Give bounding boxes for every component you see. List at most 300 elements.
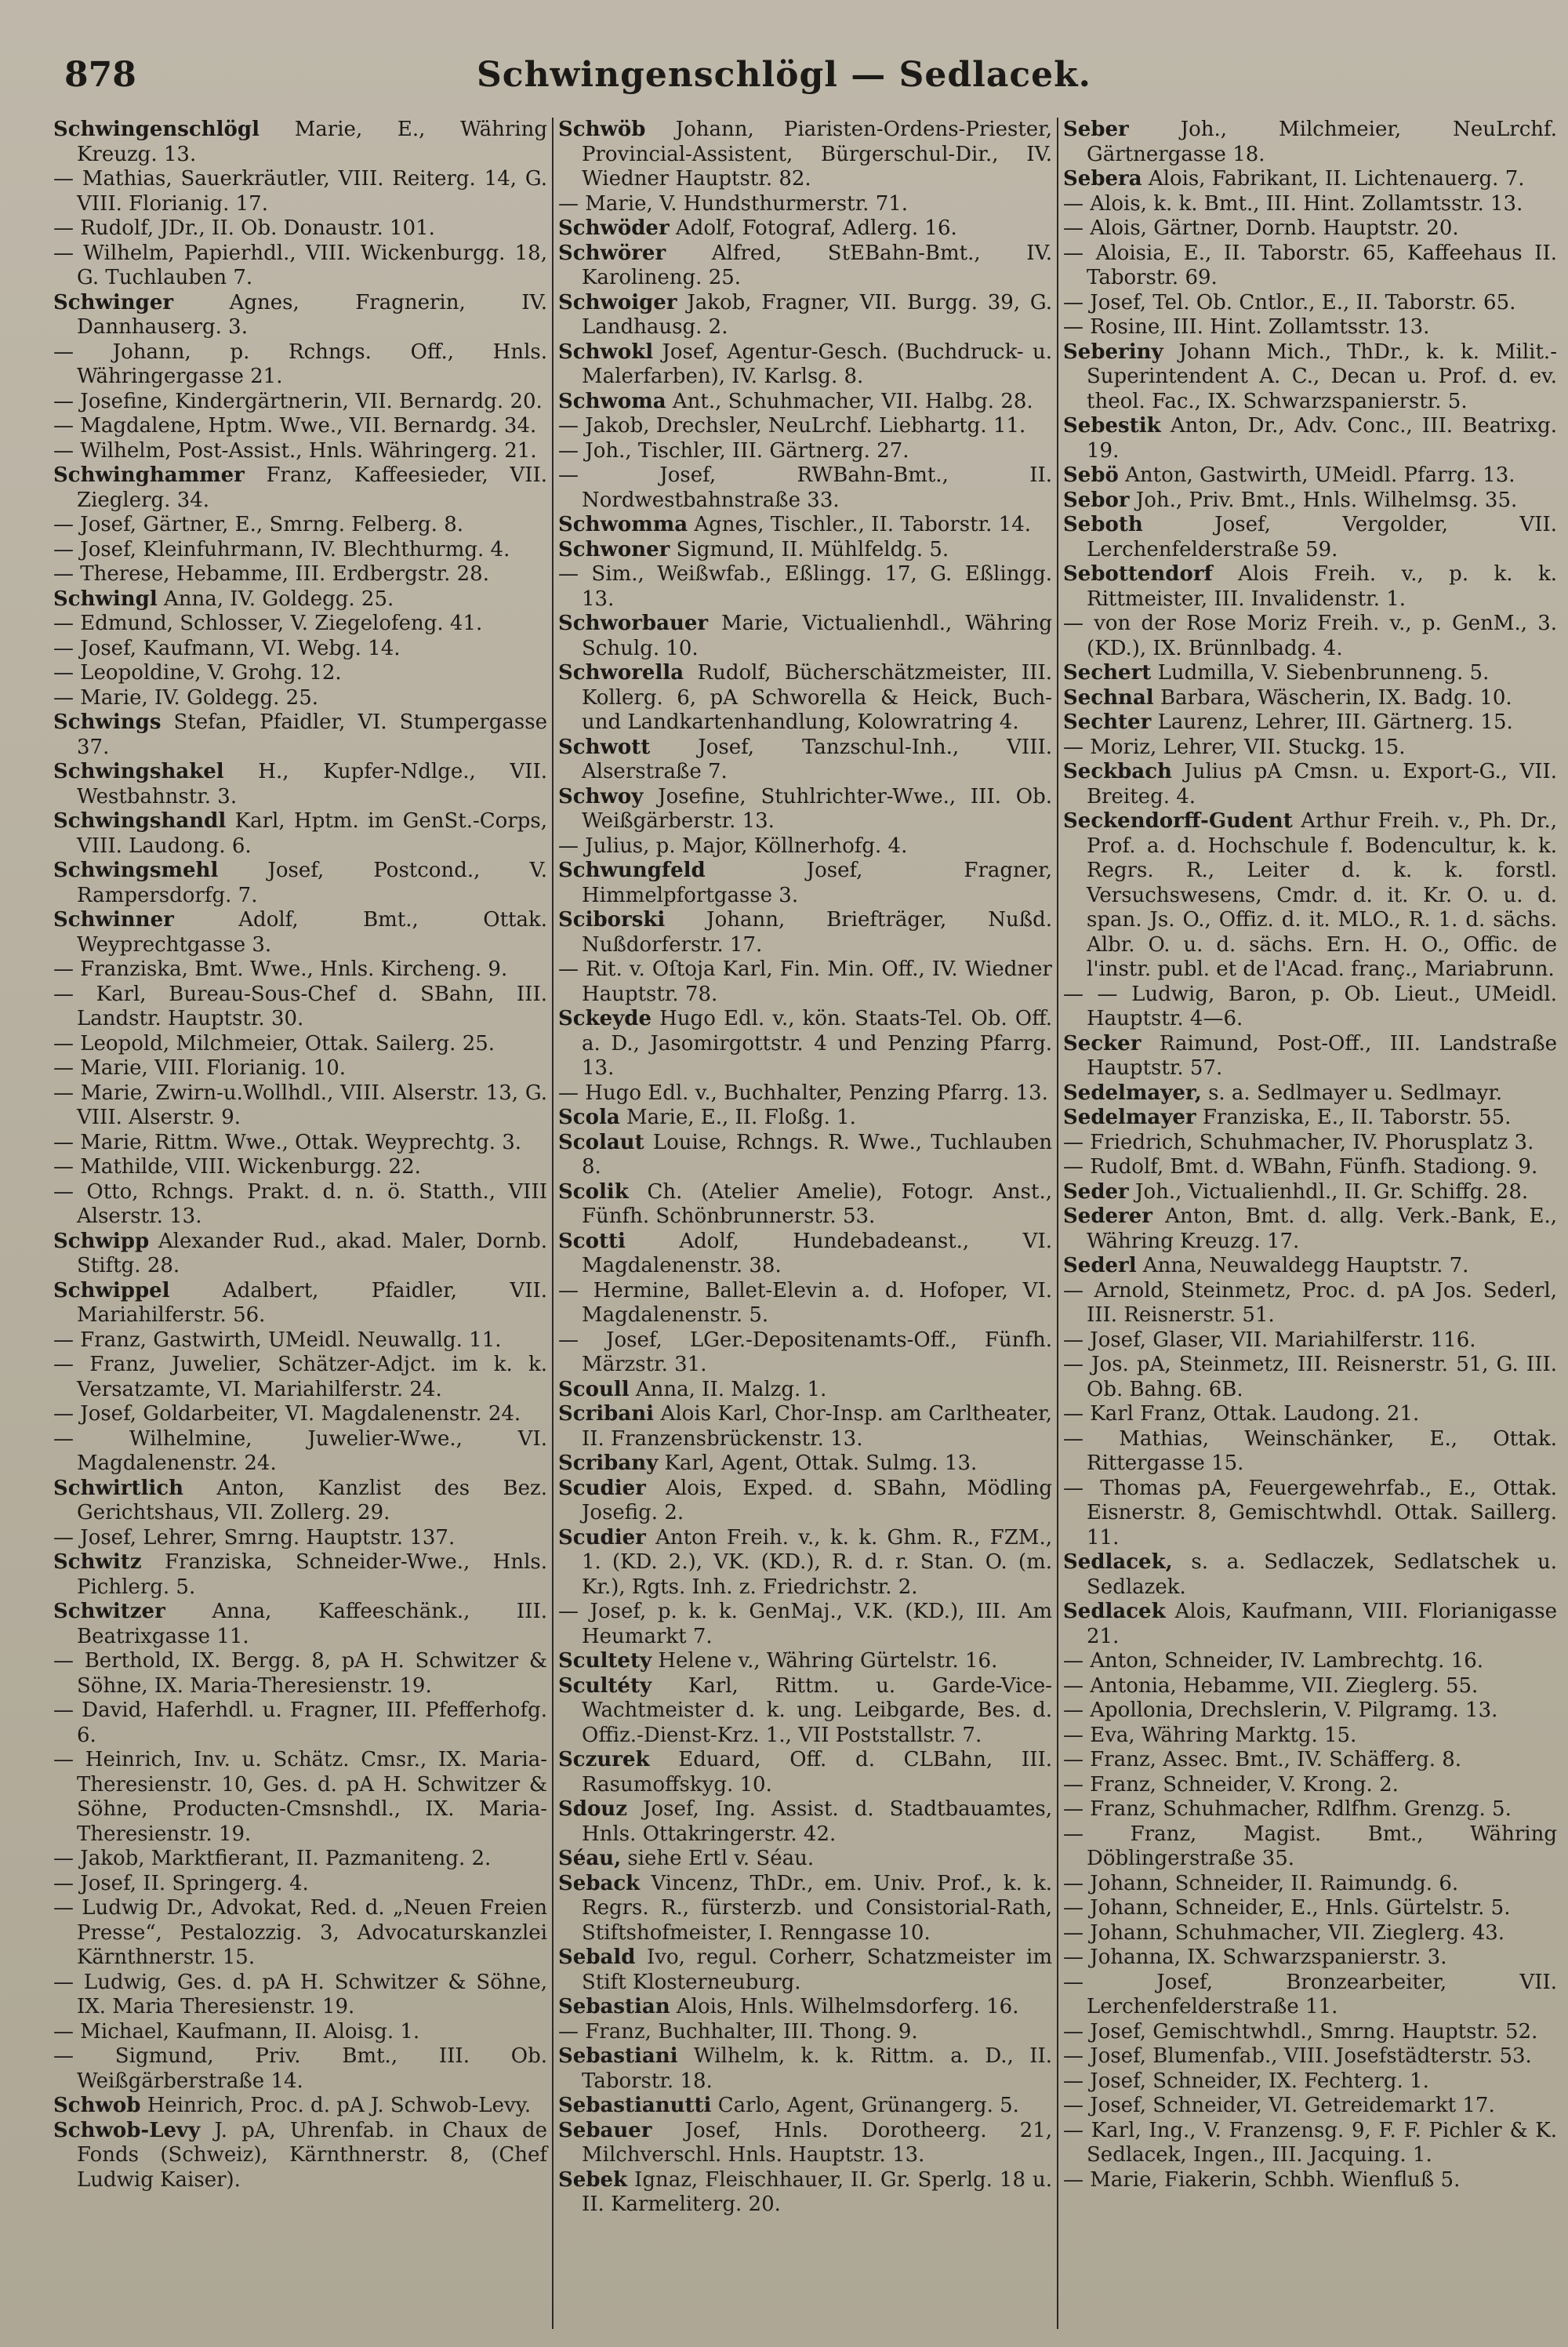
entry-surname: Schwingshandl [53, 809, 227, 833]
directory-entry [558, 834, 1052, 859]
entry-text: — — Ludwig, Baron, p. Ob. Lieut., UMeidl. Hauptstr. 4—6. [1063, 982, 1557, 1030]
entry-surname: Seber [1063, 118, 1129, 141]
entry-surname: Schwippel [53, 1278, 170, 1302]
directory-entry [53, 1056, 547, 1081]
entry-surname: Scultety [558, 1649, 652, 1673]
directory-entry [1063, 710, 1557, 736]
entry-spacer [158, 587, 164, 611]
directory-entry [558, 1872, 1052, 1946]
directory-entry [558, 1279, 1052, 1328]
directory-entry [1063, 414, 1557, 463]
entry-text: — Mathilde, VIII. Wickenburgg. 22. [53, 1155, 421, 1179]
directory-entry [1063, 1279, 1557, 1328]
entry-text: Vincenz, ThDr., em. Univ. Prof., k. k. Regrs. R., fürsterzb. und Consistorial-Rath, Stiftshofmeister, I. Renngasse 10. [582, 1871, 1052, 1945]
entry-text: Hugo Edl. v., kön. Staats-Tel. Ob. Off. a. D., Jasomirgottstr. 4 und Penzing Pfarrg. 13. [582, 1007, 1052, 1080]
directory-entry [558, 908, 1052, 957]
entry-spacer [173, 291, 230, 314]
entry-surname: Schwingenschlögl [53, 118, 260, 141]
entry-text: Anna, II. Malzg. 1. [635, 1377, 827, 1401]
entry-spacer [1161, 414, 1171, 438]
entry-spacer [666, 390, 673, 413]
directory-entry [1063, 1698, 1557, 1724]
entry-text: — Therese, Hebamme, III. Erdbergstr. 28. [53, 562, 489, 586]
directory-entry [1063, 2094, 1557, 2119]
entry-spacer [140, 2094, 147, 2117]
entry-surname: Sebastiani [558, 2044, 678, 2068]
directory-entry [53, 439, 547, 464]
entry-text: — Wilhelm, Post-Assist., Hnls. Währingerg. 21. [53, 438, 537, 463]
directory-entry [558, 1378, 1052, 1403]
directory-entry [1063, 809, 1557, 983]
entry-text: Agnes, Tischler., II. Taborstr. 14. [694, 513, 1032, 536]
directory-entry [53, 1081, 547, 1131]
directory-entry [558, 1600, 1052, 1649]
directory-entry [53, 1328, 547, 1353]
directory-entry [53, 1155, 547, 1180]
entry-text: Karl, Rittm. u. Garde-Vice-Wachtmeister d. k. ung. Leibgarde, Bes. d. Offiz.-Dienst-Krz. 1., VII Poststallstr. 7. [582, 1673, 1053, 1747]
directory-entry [53, 562, 547, 587]
entry-spacer [630, 1378, 636, 1401]
directory-entry [53, 1279, 547, 1328]
entry-text: Alfred, StEBahn-Bmt., IV. Karolineng. 25. [582, 241, 1052, 289]
entry-text: — Johann, Schuhmacher, VII. Zieglerg. 43. [1063, 1920, 1505, 1945]
entry-text: — Josef, Kaufmann, VI. Webg. 14. [53, 636, 401, 660]
directory-entry [1063, 736, 1557, 761]
directory-entry [1063, 1353, 1557, 1402]
directory-entry [558, 1797, 1052, 1847]
entry-spacer [670, 538, 676, 561]
entry-spacer [711, 2094, 717, 2117]
entry-surname: Séau, [558, 1847, 622, 1870]
entry-text: — Johann, p. Rchngs. Off., Hnls. Währingergasse 21. [53, 340, 547, 388]
entry-surname: Schwirtlich [53, 1476, 183, 1500]
directory-entry [1063, 167, 1557, 192]
entry-text: Heinrich, Proc. d. pA J. Schwob-Levy. [147, 2094, 532, 2117]
entry-spacer [1173, 1550, 1192, 1574]
entry-text: Ignaz, Fleischhauer, II. Gr. Sperlg. 18 u. II. Karmeliterg. 20. [582, 2167, 1052, 2216]
directory-entry [53, 1526, 547, 1551]
directory-entry [558, 1230, 1052, 1279]
directory-entry [53, 463, 547, 513]
directory-entry [53, 118, 547, 167]
directory-entry [53, 1353, 547, 1402]
entry-spacer [1293, 809, 1301, 833]
entry-surname: Schwipp [53, 1229, 150, 1253]
entry-surname: Schworella [558, 661, 684, 685]
directory-entry [1063, 1204, 1557, 1254]
entry-spacer [149, 1230, 158, 1253]
entry-surname: Sedelmayer, [1063, 1081, 1202, 1105]
entry-text: Ivo, regul. Corherr, Schatzmeister im Stift Klosterneuburg. [582, 1946, 1053, 1994]
entry-text: — Franz, Assec. Bmt., IV. Schäfferg. 8. [1063, 1748, 1462, 1771]
entry-text: — Jos. pA, Steinmetz, III. Reisnerstr. 51, G. III. Ob. Bahng. 6B. [1063, 1353, 1557, 1401]
entry-text: — Antonia, Hebamme, VII. Zieglerg. 55. [1063, 1673, 1479, 1698]
entry-spacer [1151, 710, 1157, 734]
entry-text: — Josef, Bronzearbeiter, VII. Lerchenfelderstraße 11. [1063, 1970, 1557, 2018]
entry-surname: Scultéty [558, 1673, 652, 1698]
entry-surname: Schwingshakel [53, 760, 224, 783]
directory-entry [53, 390, 547, 415]
directory-entry [53, 686, 547, 711]
entry-spacer [706, 859, 807, 882]
directory-entry [558, 192, 1052, 217]
entry-text: Joh., Milchmeier, NeuLrchf. Gärtnergasse 18. [1087, 118, 1557, 166]
entry-text: Anton Freih. v., k. k. Ghm. R., FZM., 1. (KD. 2.), VK. (KD.), R. d. r. Stan. O. (m. Kr.), Rgts. Inh. z. Friedrichstr. 2. [582, 1525, 1053, 1599]
directory-column-1 [49, 118, 552, 2329]
entry-text: — Franz, Schneider, V. Krong. 2. [1063, 1772, 1399, 1797]
entry-text: Franziska, Schneider-Wwe., Hnls. Pichlerg. 5. [77, 1550, 548, 1599]
entry-text: Anton, Bmt. d. allg. Verk.-Bank, E., Währing Kreuzg. 17. [1087, 1204, 1557, 1253]
entry-text: — Wilhelm, Papierhdl., VIII. Wickenburgg. 18, G. Tuchlauben 7. [53, 241, 547, 289]
entry-spacer [174, 908, 238, 932]
entry-surname: Schwitz [53, 1550, 142, 1574]
entry-text: — Marie, V. Hundsthurmerstr. 71. [558, 191, 909, 216]
entry-surname: Scolaut [558, 1130, 644, 1154]
entry-text: Anton, Kanzlist des Bez. Gerichtshaus, VII. Zollerg. 29. [77, 1476, 548, 1524]
entry-text: — Franz, Schuhmacher, Rdlfhm. Grenzg. 5. [1063, 1797, 1512, 1821]
entry-text: — Josef, Glaser, VII. Mariahilferstr. 116. [1063, 1328, 1476, 1352]
entry-text: — Mathias, Sauerkräutler, VIII. Reiterg. 14, G. VIII. Florianig. 17. [53, 167, 547, 216]
entry-spacer [654, 1402, 661, 1426]
entry-spacer [1129, 1180, 1135, 1204]
directory-column-3 [1057, 118, 1562, 2329]
entry-surname: Sechert [1063, 661, 1152, 685]
directory-entry [53, 340, 547, 390]
entry-surname: Scribany [558, 1451, 659, 1475]
entry-text: Helene v., Währing Gürtelstr. 16. [658, 1649, 998, 1673]
directory-entry [53, 1698, 547, 1748]
directory-entry [53, 2044, 547, 2094]
entry-text: — Josef, Goldarbeiter, VI. Magdalenenstr. 24. [53, 1402, 521, 1426]
entry-surname: Schwokl [558, 340, 654, 364]
directory-entry [558, 2094, 1052, 2119]
entry-text: Adolf, Bmt., Ottak. Weyprechtgasse 3. [77, 908, 547, 957]
directory-entry [1063, 1180, 1557, 1205]
directory-entry [53, 809, 547, 859]
directory-entry [53, 587, 547, 612]
directory-entry [558, 1946, 1052, 1995]
entry-text: — Leopoldine, V. Grohg. 12. [53, 661, 342, 685]
entry-text: Alois Karl, Chor-Insp. am Carltheater, II. Franzensbrückenstr. 13. [582, 1402, 1053, 1451]
entry-text: Wilhelm, k. k. Rittm. a. D., II. Taborstr. 18. [582, 2044, 1052, 2093]
entry-surname: Seberiny [1063, 340, 1163, 364]
entry-spacer [1119, 463, 1125, 487]
entry-text: s. a. Sedlaczek, Sedlatschek u. Sedlazek. [1087, 1550, 1557, 1599]
directory-entry [53, 1550, 547, 1600]
entry-surname: Seback [558, 1871, 641, 1895]
entry-text: — Josef, Blumenfab., VIII. Josefstädterstr. 53. [1063, 2044, 1532, 2068]
entry-surname: Sebö [1063, 463, 1119, 487]
entry-text: — Mathias, Weinschänker, E., Ottak. Rittergasse 15. [1063, 1426, 1557, 1475]
entry-text: — Karl, Bureau-Sous-Chef d. SBahn, III. Landstr. Hauptstr. 30. [53, 982, 547, 1030]
entry-spacer [670, 216, 676, 240]
entry-text: — Josef, Gärtner, E., Smrng. Felberg. 8. [53, 513, 464, 536]
directory-entry [53, 983, 547, 1032]
entry-text: — von der Rose Moriz Freih. v., p. GenM., 3. (KD.), IX. Brünnlbadg. 4. [1063, 612, 1557, 660]
directory-entry [1063, 686, 1557, 711]
directory-entry [1063, 463, 1557, 489]
entry-spacer [1152, 1204, 1165, 1228]
entry-text: Karl, Hptm. im GenSt.-Corps, VIII. Laudong. 6. [77, 809, 548, 858]
directory-entry [1063, 1106, 1557, 1131]
entry-surname: Schwungfeld [558, 859, 706, 882]
entry-text: Agnes, Fragnerin, IV. Dannhauserg. 3. [77, 290, 547, 339]
entry-surname: Sederl [1063, 1254, 1137, 1277]
entry-spacer [653, 340, 662, 364]
directory-entry [1063, 612, 1557, 661]
directory-entry [1063, 1155, 1557, 1180]
entry-text: — Heinrich, Inv. u. Schätz. Cmsr., IX. Maria-Theresienstr. 10, Ges. d. pA H. Schwitzer & Söhne, Producten-Cmsnshdl., IX. Maria-Theresienstr. 19. [53, 1748, 547, 1846]
directory-entry [1063, 661, 1557, 686]
entry-surname: Schwott [558, 735, 651, 759]
directory-entry [1063, 1550, 1557, 1600]
directory-entry [1063, 1896, 1557, 1921]
entry-text: — Eva, Währing Marktg. 15. [1063, 1723, 1357, 1747]
entry-text: Josef, Ing. Assist. d. Stadtbauamtes, Hnls. Ottakringerstr. 42. [582, 1797, 1052, 1846]
directory-entry [1063, 2069, 1557, 2094]
directory-entry [1063, 291, 1557, 316]
directory-entry [1063, 1822, 1557, 1872]
directory-entry [53, 710, 547, 760]
entry-surname: Schwörer [558, 241, 666, 265]
entry-text: — Johann, Schneider, E., Hnls. Gürtelstr. 5. [1063, 1896, 1511, 1920]
directory-entry [1063, 2119, 1557, 2168]
entry-spacer [1202, 1081, 1208, 1105]
entry-text: Ant., Schuhmacher, VII. Halbg. 28. [672, 389, 1033, 413]
entry-spacer [645, 118, 675, 141]
entry-text: — Marie, Zwirn-u.Wollhdl., VIII. Alserstr. 13, G. VIII. Alserstr. 9. [53, 1081, 547, 1129]
entry-spacer [665, 908, 706, 932]
entry-spacer [626, 1230, 680, 1253]
entry-text: Alois, Hnls. Wilhelmsdorferg. 16. [676, 1995, 1019, 2018]
directory-entry [558, 1451, 1052, 1477]
directory-entry [1063, 1131, 1557, 1156]
entry-spacer [170, 1279, 223, 1302]
directory-entry [558, 242, 1052, 291]
entry-text: Anna, Neuwaldegg Hauptstr. 7. [1142, 1254, 1469, 1277]
entry-surname: Sebastianutti [558, 2094, 712, 2117]
directory-entry [1063, 118, 1557, 167]
entry-text: — Jakob, Drechsler, NeuLrchf. Liebhartg. 11. [558, 414, 1026, 438]
entry-text: Ch. (Atelier Amelie), Fotogr. Anst., Fünfh. Schönbrunnerstr. 53. [582, 1179, 1053, 1228]
directory-entry [558, 957, 1052, 1007]
directory-entry [53, 908, 547, 957]
entry-surname: Sebauer [558, 2118, 652, 2142]
entry-text: Josefine, Stuhlrichter-Wwe., III. Ob. Weißgärberstr. 13. [582, 784, 1052, 833]
entry-surname: Sczurek [558, 1748, 650, 1771]
entry-surname: Schwoiger [558, 290, 677, 314]
entry-text: Joh., Victualienhdl., II. Gr. Schiffg. 28. [1135, 1179, 1529, 1204]
entry-text: Josef, Postcond., V. Rampersdorfg. 7. [77, 859, 548, 907]
entry-text: Josef, Vergolder, VII. Lerchenfelderstraße 59. [1087, 513, 1558, 561]
directory-entry [558, 2020, 1052, 2045]
directory-entry [1063, 1748, 1557, 1773]
directory-entry [1063, 242, 1557, 291]
entry-spacer [646, 1526, 655, 1550]
entry-surname: Seckbach [1063, 760, 1172, 783]
entry-spacer [1166, 1600, 1175, 1623]
directory-entry [53, 167, 547, 216]
directory-entry [1063, 1427, 1557, 1477]
directory-entry [53, 1032, 547, 1057]
entry-text: — David, Haferhdl. u. Fragner, III. Pfefferhofg. 6. [53, 1698, 547, 1747]
entry-text: — Arnold, Steinmetz, Proc. d. pA Jos. Sederl, III. Reisnerstr. 51. [1063, 1278, 1557, 1327]
entry-spacer [627, 1797, 643, 1821]
directory-entry [558, 661, 1052, 736]
entry-text: Marie, Victualienhdl., Währing Schulg. 10. [582, 612, 1053, 660]
entry-text: — Thomas pA, Feuergewehrfab., E., Ottak. Eisnerstr. 8, Gemischtwhdl. Ottak. Saillerg. 11. [1063, 1476, 1557, 1550]
entry-spacer [1142, 167, 1149, 191]
entry-surname: Schwitzer [53, 1600, 165, 1623]
entry-spacer [1213, 562, 1238, 586]
entry-surname: Sechter [1063, 710, 1152, 734]
entry-text: s. a. Sedlmayer u. Sedlmayr. [1208, 1081, 1503, 1105]
entry-spacer [1143, 513, 1214, 536]
entry-surname: Schwingl [53, 587, 158, 611]
entry-surname: Sdouz [558, 1797, 627, 1821]
entry-text: — Alois, Gärtner, Dornb. Hauptstr. 20. [1063, 216, 1459, 240]
entry-text: — Franz, Buchhalter, III. Thong. 9. [558, 2019, 918, 2044]
entry-spacer [142, 1550, 165, 1574]
entry-surname: Scola [558, 1106, 620, 1129]
entry-spacer [224, 760, 259, 783]
entry-text: Alois Freih. v., p. k. k. Rittmeister, III. Invalidenstr. 1. [1087, 562, 1557, 611]
entry-surname: Sckeyde [558, 1007, 652, 1030]
entry-text: — Alois, k. k. Bmt., III. Hint. Zollamtsstr. 13. [1063, 191, 1523, 216]
entry-text: — Marie, IV. Goldegg. 25. [53, 685, 319, 710]
directory-entry [558, 1131, 1052, 1180]
entry-spacer [165, 1600, 212, 1623]
directory-entry [1063, 192, 1557, 217]
entry-text: Julius pA Cmsn. u. Export-G., VII. Breiteg. 4. [1087, 760, 1557, 808]
directory-entry [53, 414, 547, 439]
directory-entry [53, 1649, 547, 1698]
entry-spacer [640, 1872, 651, 1895]
directory-entry [1063, 1872, 1557, 1897]
entry-text: Alexander Rud., akad. Maler, Dornb. Stiftg. 28. [77, 1229, 548, 1277]
entry-surname: Schwoma [558, 389, 666, 413]
directory-entry [1063, 1971, 1557, 2020]
entry-text: Laurenz, Lehrer, III. Gärtnerg. 15. [1157, 710, 1513, 734]
directory-entry [53, 1872, 547, 1897]
entry-text: Alois, Kaufmann, VIII. Florianigasse 21. [1087, 1600, 1557, 1648]
entry-text: — Apollonia, Drechslerin, V. Pilgramg. 13. [1063, 1698, 1498, 1722]
entry-surname: Sedlacek, [1063, 1550, 1173, 1574]
entry-text: — Otto, Rchngs. Prakt. d. n. ö. Statth., VIII Alserstr. 13. [53, 1179, 547, 1228]
entry-text: Raimund, Post-Off., III. Landstraße Hauptstr. 57. [1087, 1031, 1557, 1080]
entry-spacer [162, 710, 174, 734]
directory-entry [1063, 1921, 1557, 1946]
directory-entry [558, 1180, 1052, 1230]
entry-spacer [1130, 489, 1136, 512]
directory-entry [558, 513, 1052, 538]
entry-surname: Schwomma [558, 513, 688, 536]
directory-entry [53, 242, 547, 291]
directory-entry [1063, 1402, 1557, 1427]
directory-entry [53, 1230, 547, 1279]
entry-text: — Wilhelmine, Juwelier-Wwe., VI. Magdalenenstr. 24. [53, 1426, 547, 1475]
entry-text: siehe Ertl v. Séau. [627, 1847, 815, 1870]
entry-text: H., Kupfer-Ndlge., VII. Westbahnstr. 3. [77, 760, 547, 808]
directory-entry [558, 340, 1052, 390]
entry-text: — Sim., Weißwfab., Eßlingg. 17, G. Eßlingg. 13. [558, 562, 1052, 611]
entry-surname: Sebottendorf [1063, 562, 1213, 586]
entry-text: — Josef, Lehrer, Smrng. Hauptstr. 137. [53, 1525, 456, 1550]
entry-text: Jakob, Fragner, VII. Burgg. 39, G. Landhausg. 2. [582, 290, 1052, 339]
directory-entry [53, 1847, 547, 1872]
entry-surname: Seboth [1063, 513, 1143, 536]
entry-surname: Sebald [558, 1946, 636, 1969]
entry-text: Anna, IV. Goldegg. 25. [164, 587, 394, 611]
entry-spacer [678, 2044, 694, 2068]
directory-entry [53, 1971, 547, 2020]
directory-entry [1063, 562, 1557, 612]
entry-surname: Schwinger [53, 290, 174, 314]
entry-text: — Magdalene, Hptm. Wwe., VII. Bernardg. 34. [53, 414, 537, 438]
directory-entry [1063, 760, 1557, 809]
entry-text: — Josef, Kleinfuhrmann, IV. Blechthurmg. 4. [53, 537, 510, 561]
entry-text: Franz, Kaffeesieder, VII. Zieglerg. 34. [77, 463, 547, 512]
entry-text: Johann, Piaristen-Ordens-Priester, Provincial-Assistent, Bürgerschul-Dir., IV. Wiedner Hauptstr. 82. [582, 118, 1052, 191]
entry-text: Marie, E., II. Floßg. 1. [626, 1106, 856, 1129]
directory-entry [1063, 1477, 1557, 1551]
entry-text: — Josef, LGer.-Depositenamts-Off., Fünfh. Märzstr. 31. [558, 1328, 1052, 1376]
directory-entry [53, 957, 547, 983]
directory-entry [558, 216, 1052, 242]
directory-entry [53, 760, 547, 809]
entry-text: — Ludwig Dr., Advokat, Red. d. „Neuen Freien Presse“, Pestalozzig. 3, Advocaturskanzlei Kärnthnerstr. 15. [53, 1896, 547, 1969]
entry-spacer [629, 1180, 648, 1204]
entry-surname: Scoull [558, 1377, 630, 1401]
directory-entry [558, 1106, 1052, 1131]
entry-text: Johann Mich., ThDr., k. k. Milit.-Superintendent A. C., Decan u. Prof. d. ev. theol. Fac., IX. Schwarzspanierstr. 5. [1087, 340, 1557, 413]
directory-entry [1063, 1674, 1557, 1699]
entry-spacer [1151, 661, 1157, 685]
entry-spacer [670, 1995, 677, 2018]
directory-entry [558, 1477, 1052, 1526]
directory-entry [558, 2044, 1052, 2094]
directory-entry [558, 118, 1052, 192]
directory-entry [558, 390, 1052, 415]
entry-text: — Hermine, Ballet-Elevin a. d. Hofoper, VI. Magdalenenstr. 5. [558, 1278, 1052, 1327]
entry-text: Ludmilla, V. Siebenbrunneng. 5. [1157, 661, 1490, 685]
directory-entry [558, 1847, 1052, 1872]
entry-text: Anton, Dr., Adv. Conc., III. Beatrixg. 19. [1087, 414, 1557, 463]
entry-text: — Johann, Schneider, II. Raimundg. 6. [1063, 1871, 1459, 1895]
entry-spacer [1129, 118, 1181, 141]
entry-surname: Sebastian [558, 1995, 670, 2018]
entry-text: — Friedrich, Schuhmacher, IV. Phorusplatz 3. [1063, 1130, 1534, 1154]
entry-text: — Marie, Fiakerin, Schbh. Wienfluß 5. [1063, 2167, 1461, 2192]
directory-entry [1063, 1254, 1557, 1279]
entry-text: — Edmund, Schlosser, V. Ziegelofeng. 41. [53, 612, 483, 635]
directory-entry [558, 1748, 1052, 1797]
directory-entry [1063, 489, 1557, 514]
entry-text: — Marie, Rittm. Wwe., Ottak. Weyprechtg. 3. [53, 1130, 522, 1154]
directory-entry [1063, 983, 1557, 1032]
directory-entry [53, 1896, 547, 1971]
entry-text: Josef, Agentur-Gesch. (Buchdruck- u. Malerfarben), IV. Karlsg. 8. [582, 340, 1052, 388]
entry-text: — Jakob, Marktfierant, II. Pazmaniteng. 2. [53, 1847, 492, 1870]
entry-text: — Franz, Gastwirth, UMeidl. Neuwallg. 11. [53, 1328, 502, 1352]
entry-surname: Scudier [558, 1525, 646, 1550]
directory-entry [1063, 2020, 1557, 2045]
directory-entry [558, 1007, 1052, 1081]
entry-text: Arthur Freih. v., Ph. Dr., Prof. a. d. Hochschule f. Bodencultur, k. k. Regrs. R., Leiter d. k. k. forstl. Versuchswesens, Cmdr. d. it. Kr. O. u. d. span. Js. O., Offiz. d. it. MLO., R. 1. d. sächs. Albr. O. u. d. sächs. Ern. H. O., Offic. de l'instr. publ. et de l'Acad. franç., Mariabrunn. [1087, 809, 1557, 981]
entry-surname: Schwings [53, 710, 162, 734]
directory-entry [558, 463, 1052, 513]
entry-text: Josef, Hnls. Dorotheerg. 21, Milchverschl. Hnls. Hauptstr. 13. [582, 2118, 1053, 2167]
